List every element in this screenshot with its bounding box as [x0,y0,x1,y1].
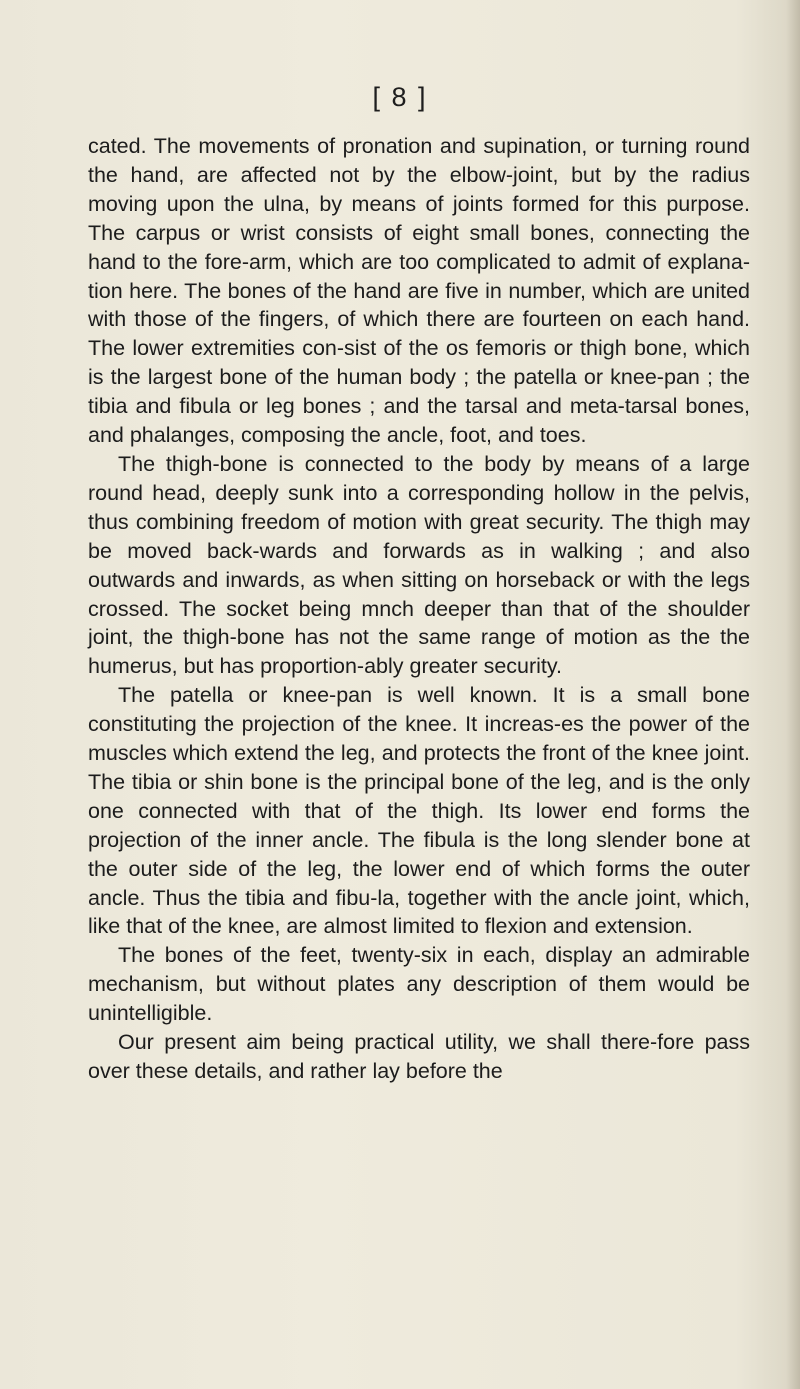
page-edge-shadow [786,0,800,1389]
paragraph-5: Our present aim being practical utility, we shall there-fore pass over these details, and rather lay before the [88,1030,750,1083]
paragraph-3: The patella or knee-pan is well known. It is a small bone constituting the projection of the knee. It increas-es the power of the muscles which extend the leg, and protects the front of the knee joint. The tibia or shin bone is the principal bone of the leg, and is the only one connected with that of the thigh. Its lower end forms the projection of the inner ancle. The fibula is the long slender bone at the outer side of the leg, the lower end of which forms the outer ancle. Thus the tibia and fibu-la, together with the ancle joint, which, like that of the knee, are almost limited to flexion and extension. [88,683,750,939]
paragraph-1: cated. The movements of pronation and supination, or turning round the hand, are affected not by the elbow-joint, but by the radius moving upon the ulna, by means of joints formed for this purpose. The carpus or wrist consists of eight small bones, connecting the hand to the fore-arm, which are too complicated to admit of explana-tion here. The bones of the hand are five in number, which are united with those of the fingers, of which there are fourteen on each hand. The lower extremities con-sist of the os femoris or thigh bone, which is the largest bone of the human body ; the patella or knee-pan ; the tibia and fibula or leg bones ; and the tarsal and meta-tarsal bones, and phalanges, composing the ancle, foot, and toes. [88,134,750,448]
paragraph-4: The bones of the feet, twenty-six in each, display an admirable mechanism, but without plates any description of them would be unintelligible. [88,943,750,1026]
body-text [88,132,750,1086]
page-number: [ 8 ] [372,82,428,112]
paragraph-2: The thigh-bone is connected to the body by means of a large round head, deeply sunk into a corresponding hollow in the pelvis, thus combining freedom of motion with great security. The thigh may be moved back-wards and forwards as in walking ; and also outwards and inwards, as when sitting on horseback or with the legs crossed. The socket being mnch deeper than that of the shoulder joint, the thigh-bone has not the same range of motion as the the humerus, but has proportion-ably greater security. [88,451,750,679]
